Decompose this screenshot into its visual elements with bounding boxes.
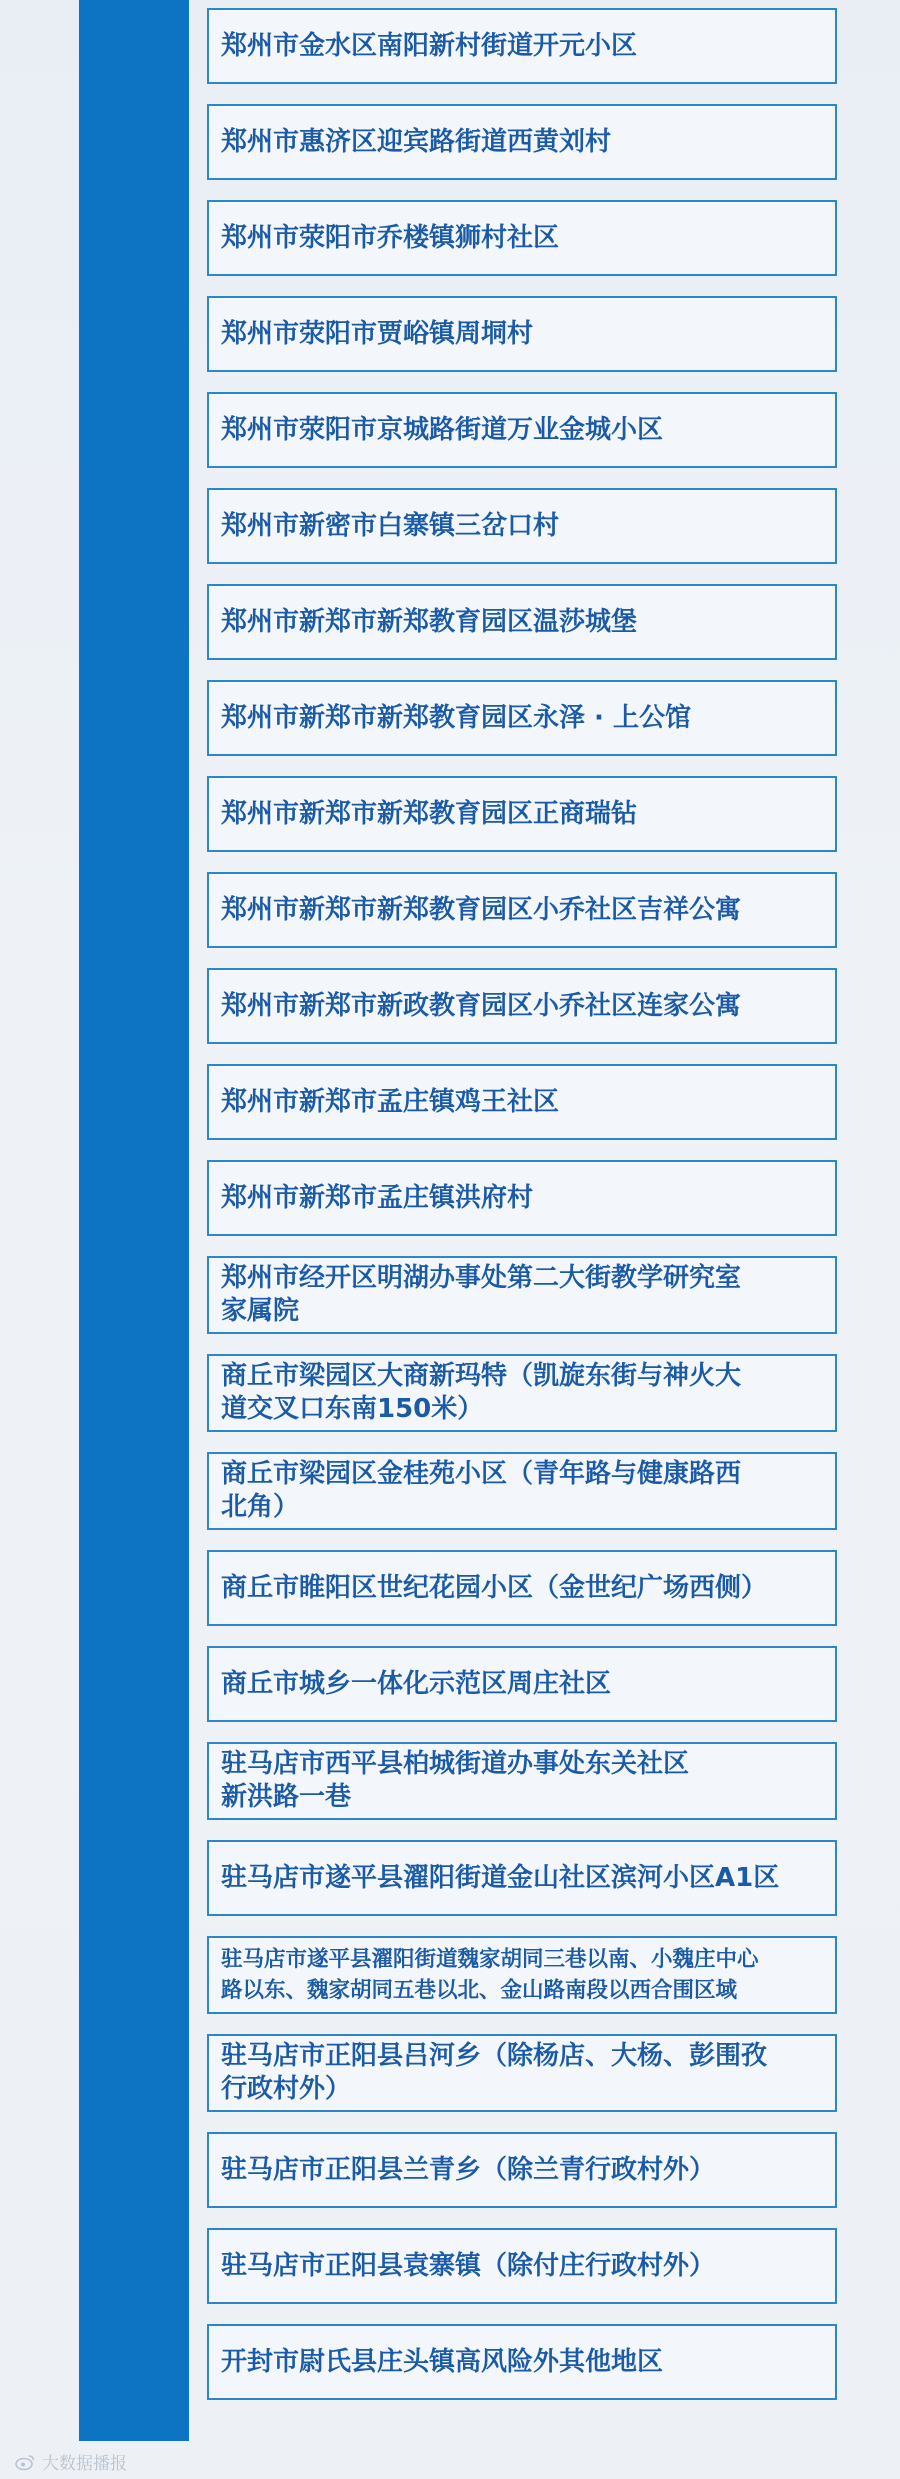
list-item-text: 驻马店市正阳县袁寨镇（除付庄行政村外） (221, 2250, 716, 2281)
list-item (207, 968, 837, 1044)
list-item-text: 商丘市睢阳区世纪花园小区（金世纪广场西侧） (221, 1572, 768, 1603)
list-item-text: 驻马店市正阳县兰青乡（除兰青行政村外） (221, 2154, 716, 2185)
list-item (207, 2228, 837, 2304)
list-item (207, 296, 837, 372)
list-item-text: 郑州市荥阳市贾峪镇周垌村 (221, 318, 534, 349)
list-item (207, 2034, 837, 2112)
list-item (207, 1550, 837, 1626)
list-item-text: 郑州市新郑市新政教育园区小乔社区连家公寓 (221, 990, 742, 1021)
list-item (207, 872, 837, 948)
list-item (207, 1160, 837, 1236)
list-item (207, 680, 837, 756)
list-item-text: 郑州市荥阳市乔楼镇狮村社区 (221, 222, 560, 253)
list-item-text: 驻马店市遂平县濯阳街道魏家胡同三巷以南、小魏庄中心 路以东、魏家胡同五巷以北、金山路南段以西合围区域 (221, 1947, 759, 2003)
list-item-text: 郑州市荥阳市京城路街道万业金城小区 (221, 414, 664, 445)
list-item (207, 2132, 837, 2208)
list-item-text: 郑州市新郑市孟庄镇洪府村 (221, 1182, 534, 1213)
list-item (207, 1646, 837, 1722)
list-item-text: 郑州市金水区南阳新村街道开元小区 (221, 30, 638, 61)
list-item-text: 郑州市新郑市新郑教育园区小乔社区吉祥公寓 (221, 894, 742, 925)
list-item (207, 584, 837, 660)
list-item (207, 2324, 837, 2400)
list-item-text: 驻马店市正阳县吕河乡（除杨店、大杨、彭围孜 行政村外） (221, 2041, 768, 2104)
list-item (207, 1936, 837, 2014)
list-item (207, 104, 837, 180)
area-list (207, 8, 837, 2420)
list-item (207, 8, 837, 84)
list-item-text: 驻马店市西平县柏城街道办事处东关社区 新洪路一巷 (221, 1749, 690, 1812)
list-item-text: 郑州市新密市白寨镇三岔口村 (221, 510, 560, 541)
list-item-text: 驻马店市遂平县濯阳街道金山社区滨河小区A1区 (221, 1862, 780, 1893)
list-item-text: 商丘市城乡一体化示范区周庄社区 (221, 1668, 612, 1699)
list-item-text: 商丘市梁园区大商新玛特（凯旋东街与神火大 道交叉口东南150米） (221, 1361, 742, 1424)
list-item (207, 1840, 837, 1916)
list-item-text: 郑州市经开区明湖办事处第二大街教学研究室 家属院 (221, 1263, 742, 1326)
list-item-text: 郑州市惠济区迎宾路街道西黄刘村 (221, 126, 612, 157)
list-item (207, 1452, 837, 1530)
list-item (207, 200, 837, 276)
list-item (207, 1064, 837, 1140)
watermark (14, 2449, 127, 2474)
list-item-text: 郑州市新郑市新郑教育园区正商瑞钻 (221, 798, 638, 829)
list-item (207, 392, 837, 468)
weibo-logo-icon (14, 2453, 36, 2471)
list-item (207, 776, 837, 852)
left-accent-bar (79, 0, 189, 2441)
list-item-text: 郑州市新郑市新郑教育园区温莎城堡 (221, 606, 638, 637)
list-item-text: 商丘市梁园区金桂苑小区（青年路与健康路西 北角） (221, 1459, 742, 1522)
list-item-text: 开封市尉氏县庄头镇高风险外其他地区 (221, 2346, 664, 2377)
watermark-text: 大数据播报 (42, 2454, 127, 2474)
list-item (207, 488, 837, 564)
list-item (207, 1354, 837, 1432)
list-item-text: 郑州市新郑市孟庄镇鸡王社区 (221, 1086, 560, 1117)
list-item (207, 1742, 837, 1820)
list-item-text: 郑州市新郑市新郑教育园区永泽 · 上公馆 (221, 702, 691, 733)
list-item (207, 1256, 837, 1334)
